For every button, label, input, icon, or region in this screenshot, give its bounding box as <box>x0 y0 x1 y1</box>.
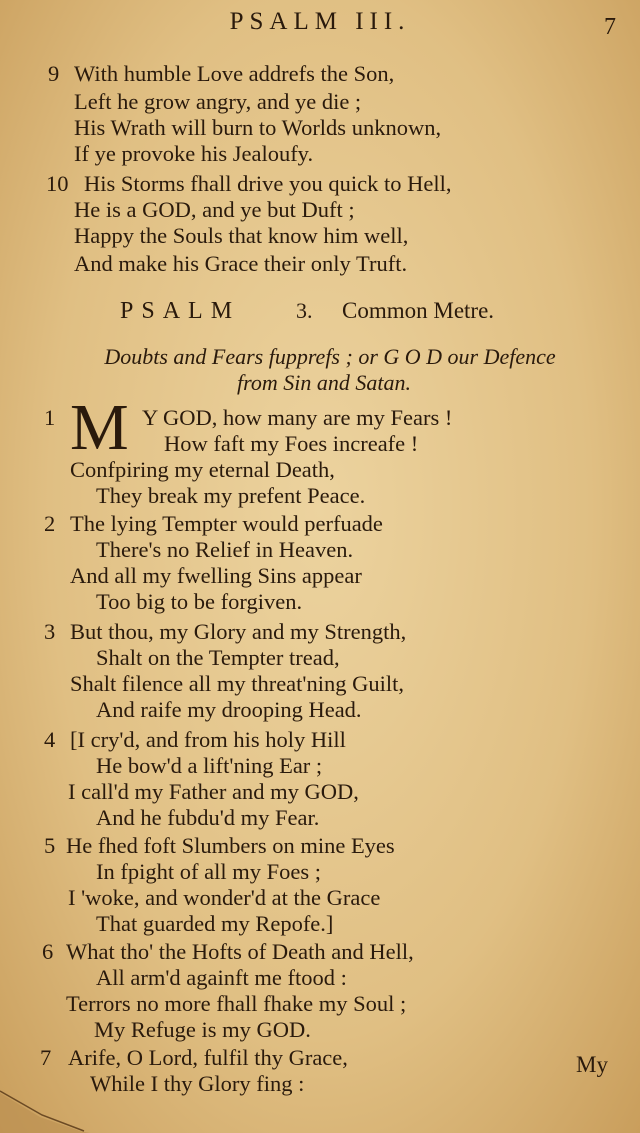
verse-number: 3 <box>44 619 56 644</box>
verse-number: 4 <box>44 727 56 752</box>
verse-line: He bow'd a lift'ning Ear ; <box>96 753 323 778</box>
page-tear-mark <box>0 1073 120 1133</box>
psalm-number: 3. <box>296 298 313 323</box>
verse-line: That guarded my Repofe.] <box>96 911 334 936</box>
verse-line: Happy the Souls that know him well, <box>74 223 409 248</box>
verse-line: Too big to be forgiven. <box>96 589 303 614</box>
verse-line: And all my fwelling Sins appear <box>70 563 362 588</box>
verse-line: Shalt on the Tempter tread, <box>96 645 340 670</box>
verse-line: With humble Love addrefs the Son, <box>74 61 395 86</box>
verse-line: While I thy Glory fing : <box>90 1071 305 1096</box>
verse-number: 9 <box>48 61 60 86</box>
verse-line: If ye provoke his Jealoufy. <box>74 141 314 166</box>
verse-line: I 'woke, and wonder'd at the Grace <box>68 885 381 910</box>
psalm-title: PSALM <box>120 298 241 324</box>
verse-line: His Storms fhall drive you quick to Hell, <box>84 171 452 196</box>
verse-line: Terrors no more fhall fhake my Soul ; <box>66 991 407 1016</box>
verse-number: 5 <box>44 833 56 858</box>
verse-line: His Wrath will burn to Worlds unknown, <box>74 115 442 140</box>
verse-line: He fhed foft Slumbers on mine Eyes <box>66 833 395 858</box>
verse-line: He is a GOD, and ye but Duft ; <box>74 197 355 222</box>
verse-line: Arife, O Lord, fulfil thy Grace, <box>68 1045 348 1070</box>
verse-line: All arm'd againft me ftood : <box>96 965 347 990</box>
verse-number: 2 <box>44 511 56 536</box>
verse-line: And make his Grace their only Truft. <box>74 251 408 276</box>
verse-line: There's no Relief in Heaven. <box>96 537 354 562</box>
psalm-subtitle-line: Doubts and Fears fupprefs ; or G O D our Defence <box>104 344 556 369</box>
running-head <box>0 6 640 42</box>
verse-line: They break my prefent Peace. <box>96 483 366 508</box>
verse-line: Shalt filence all my threat'ning Guilt, <box>70 671 404 696</box>
verse-line: Confpiring my eternal Death, <box>70 457 335 482</box>
verse-number: 7 <box>40 1045 52 1070</box>
verse-number: 6 <box>42 939 54 964</box>
verse-line: In fpight of all my Foes ; <box>96 859 321 884</box>
psalm-subtitle-line: from Sin and Satan. <box>237 370 411 395</box>
verse-line: And he fubdu'd my Fear. <box>96 805 320 830</box>
running-title: PSALM III. <box>229 8 411 35</box>
drop-cap: M <box>70 391 129 464</box>
verse-number: 1 <box>44 405 56 430</box>
verse-line: What tho' the Hofts of Death and Hell, <box>66 939 414 964</box>
catchword: My <box>576 1052 608 1077</box>
verse-line: How faft my Foes increafe ! <box>164 431 419 456</box>
verse-line: I call'd my Father and my GOD, <box>68 779 359 804</box>
verse-line: And raife my drooping Head. <box>96 697 362 722</box>
verse-line: Y GOD, how many are my Fears ! <box>142 405 453 430</box>
verse-line: [I cry'd, and from his holy Hill <box>70 727 346 752</box>
page-number: 7 <box>604 14 616 40</box>
verse-number: 10 <box>46 171 69 196</box>
verse-line: The lying Tempter would perfuade <box>70 511 383 536</box>
psalm-heading <box>0 298 640 330</box>
verse-line: Left he grow angry, and ye die ; <box>74 89 362 114</box>
psalm-metre: Common Metre. <box>342 298 495 323</box>
verse-line: My Refuge is my GOD. <box>94 1017 311 1042</box>
verse-line: But thou, my Glory and my Strength, <box>70 619 407 644</box>
